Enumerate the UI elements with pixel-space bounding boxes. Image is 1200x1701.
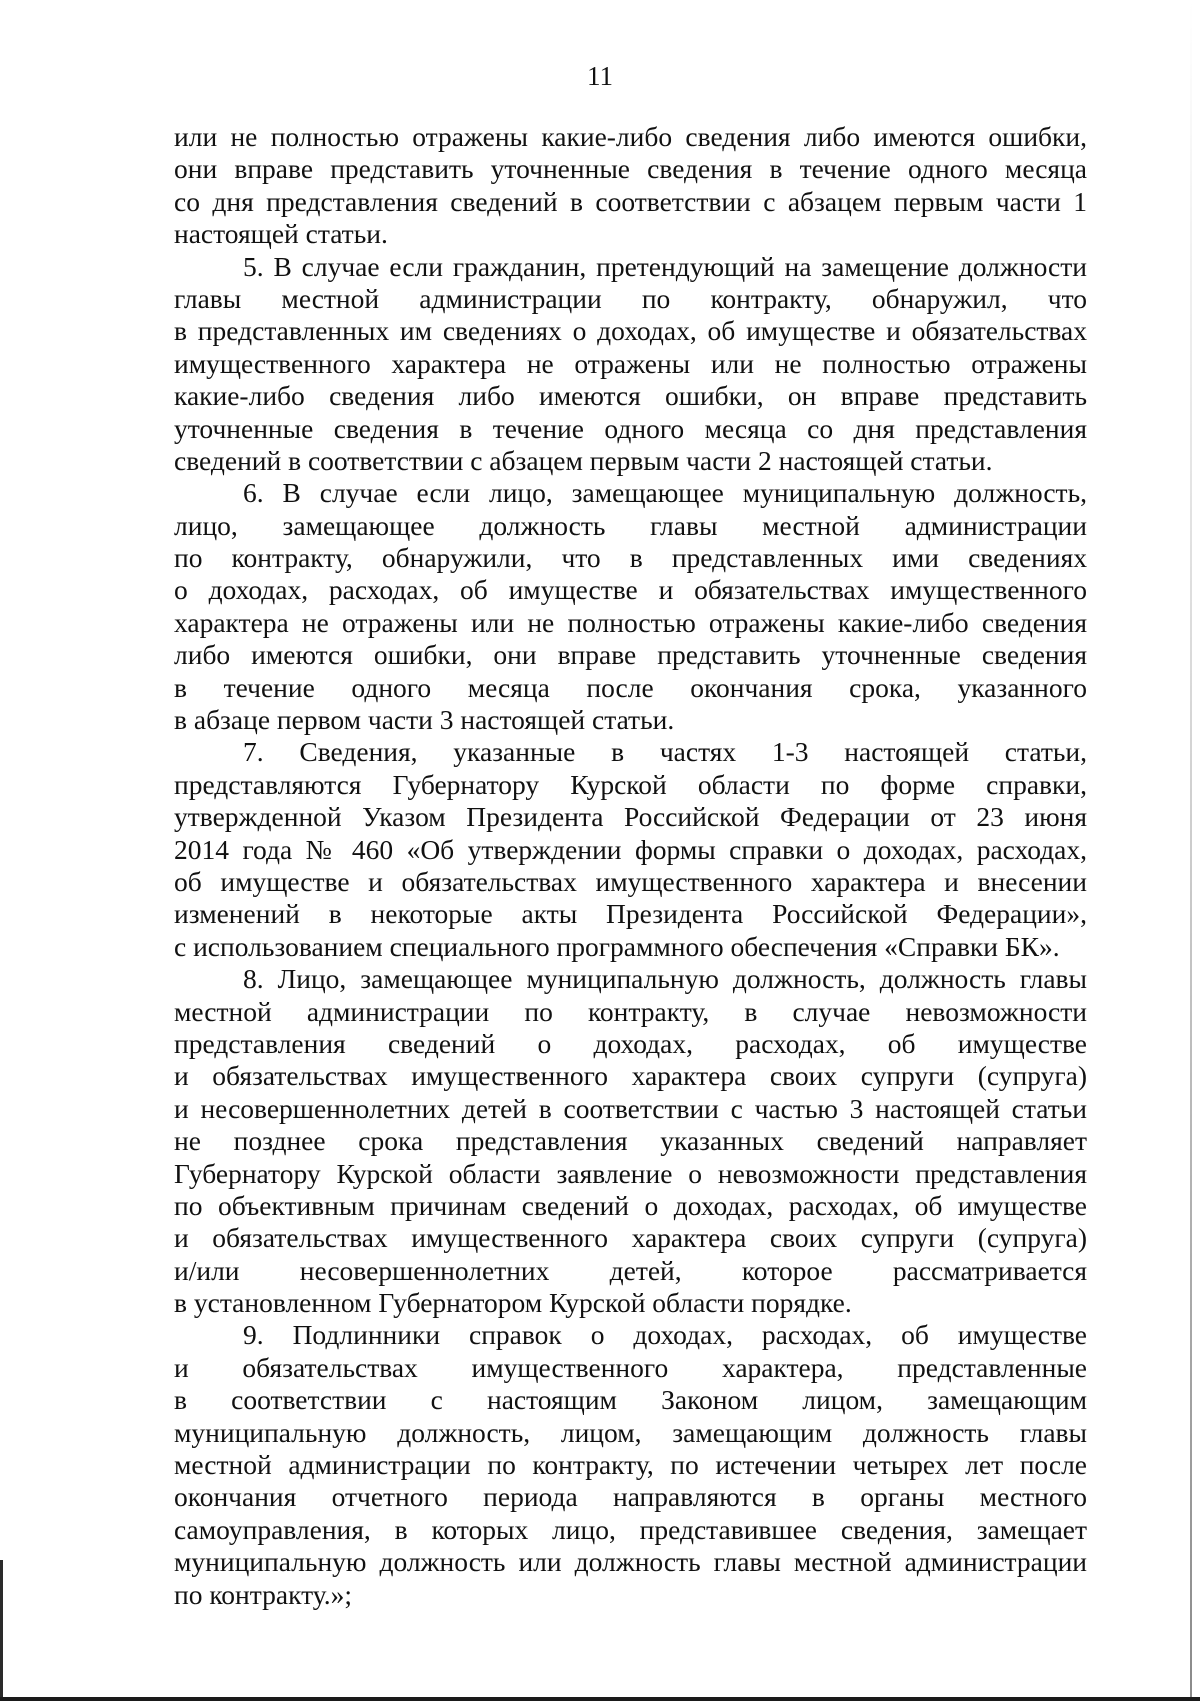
text-line: и обязательствах имущественного характера своих супруги (супруга): [174, 1060, 1087, 1092]
text-line: местной администрации по контракту, в случае невозможности: [174, 995, 1087, 1027]
text-line: они вправе представить уточненные сведения в течение одного месяца: [174, 153, 1087, 185]
text-line: Губернатору Курской области заявление о невозможности представления: [174, 1157, 1087, 1189]
text-line: со дня представления сведений в соответствии с абзацем первым части 1: [174, 185, 1087, 217]
text-line: в представленных им сведениях о доходах, об имуществе и обязательствах: [174, 315, 1087, 347]
text-line: и несовершеннолетних детей в соответствии с частью 3 настоящей статьи: [174, 1092, 1087, 1124]
text-line: представляются Губернатору Курской области по форме справки,: [174, 768, 1087, 800]
text-line: в абзаце первом части 3 настоящей статьи.: [174, 704, 675, 736]
text-line: 9. Подлинники справок о доходах, расходах, об имуществе: [243, 1319, 1087, 1351]
text-line: по контракту.»;: [174, 1578, 352, 1610]
text-line: окончания отчетного периода направляются в органы местного: [174, 1481, 1087, 1513]
text-line: главы местной администрации по контракту, обнаружил, что: [174, 282, 1087, 314]
text-line: какие-либо сведения либо имеются ошибки, он вправе представить: [174, 380, 1087, 412]
text-line: в течение одного месяца после окончания срока, указанного: [174, 671, 1087, 703]
text-line: по контракту, обнаружили, что в представленных ими сведениях: [174, 542, 1087, 574]
text-line: не позднее срока представления указанных сведений направляет: [174, 1125, 1087, 1157]
text-line: 6. В случае если лицо, замещающее муниципальную должность,: [243, 477, 1087, 509]
scan-edge-left: [0, 1560, 3, 1701]
text-line: в установленном Губернатором Курской области порядке.: [174, 1287, 852, 1319]
text-line: или не полностью отражены какие-либо сведения либо имеются ошибки,: [174, 121, 1087, 152]
scan-edge-bottom: [0, 1697, 1200, 1701]
text-line: самоуправления, в которых лицо, представившее сведения, замещает: [174, 1513, 1087, 1545]
text-line: муниципальную должность или должность главы местной администрации: [174, 1546, 1087, 1578]
text-line: уточненные сведения в течение одного месяца со дня представления: [174, 412, 1087, 444]
text-line: утвержденной Указом Президента Российской Федерации от 23 июня: [174, 801, 1087, 833]
text-line: имущественного характера не отражены или не полностью отражены: [174, 347, 1087, 379]
text-line: 8. Лицо, замещающее муниципальную должность, должность главы: [243, 963, 1087, 995]
text-line: и/или несовершеннолетних детей, которое рассматривается: [174, 1254, 1087, 1286]
text-line: 2014 года № 460 «Об утверждении формы справки о доходах, расходах,: [174, 833, 1087, 865]
text-line: 7. Сведения, указанные в частях 1-3 настоящей статьи,: [243, 736, 1087, 768]
text-line: местной администрации по контракту, по истечении четырех лет после: [174, 1449, 1087, 1481]
text-line: либо имеются ошибки, они вправе представить уточненные сведения: [174, 639, 1087, 671]
text-line: с использованием специального программного обеспечения «Справки БК».: [174, 930, 1060, 962]
text-line: муниципальную должность, лицом, замещающим должность главы: [174, 1416, 1087, 1448]
text-line: характера не отражены или не полностью отражены какие-либо сведения: [174, 606, 1087, 638]
text-line: в соответствии с настоящим Законом лицом, замещающим: [174, 1384, 1087, 1416]
text-line: сведений в соответствии с абзацем первым части 2 настоящей статьи.: [174, 444, 993, 476]
text-line: настоящей статьи.: [174, 218, 388, 250]
text-line: об имуществе и обязательствах имущественного характера и внесении: [174, 865, 1087, 897]
text-line: изменений в некоторые акты Президента Российской Федерации»,: [174, 898, 1087, 930]
text-line: и обязательствах имущественного характера своих супруги (супруга): [174, 1222, 1087, 1254]
text-line: представления сведений о доходах, расходах, об имуществе: [174, 1027, 1087, 1059]
text-line: по объективным причинам сведений о доходах, расходах, об имуществе: [174, 1189, 1087, 1221]
page-number: 11: [587, 61, 613, 91]
scan-edge-right: [1190, 0, 1192, 1701]
text-line: лицо, замещающее должность главы местной администрации: [174, 509, 1087, 541]
text-line: 5. В случае если гражданин, претендующий на замещение должности: [243, 250, 1087, 282]
text-line: и обязательствах имущественного характера, представленные: [174, 1351, 1087, 1383]
text-line: о доходах, расходах, об имуществе и обязательствах имущественного: [174, 574, 1087, 606]
document-body: [174, 121, 1087, 1611]
